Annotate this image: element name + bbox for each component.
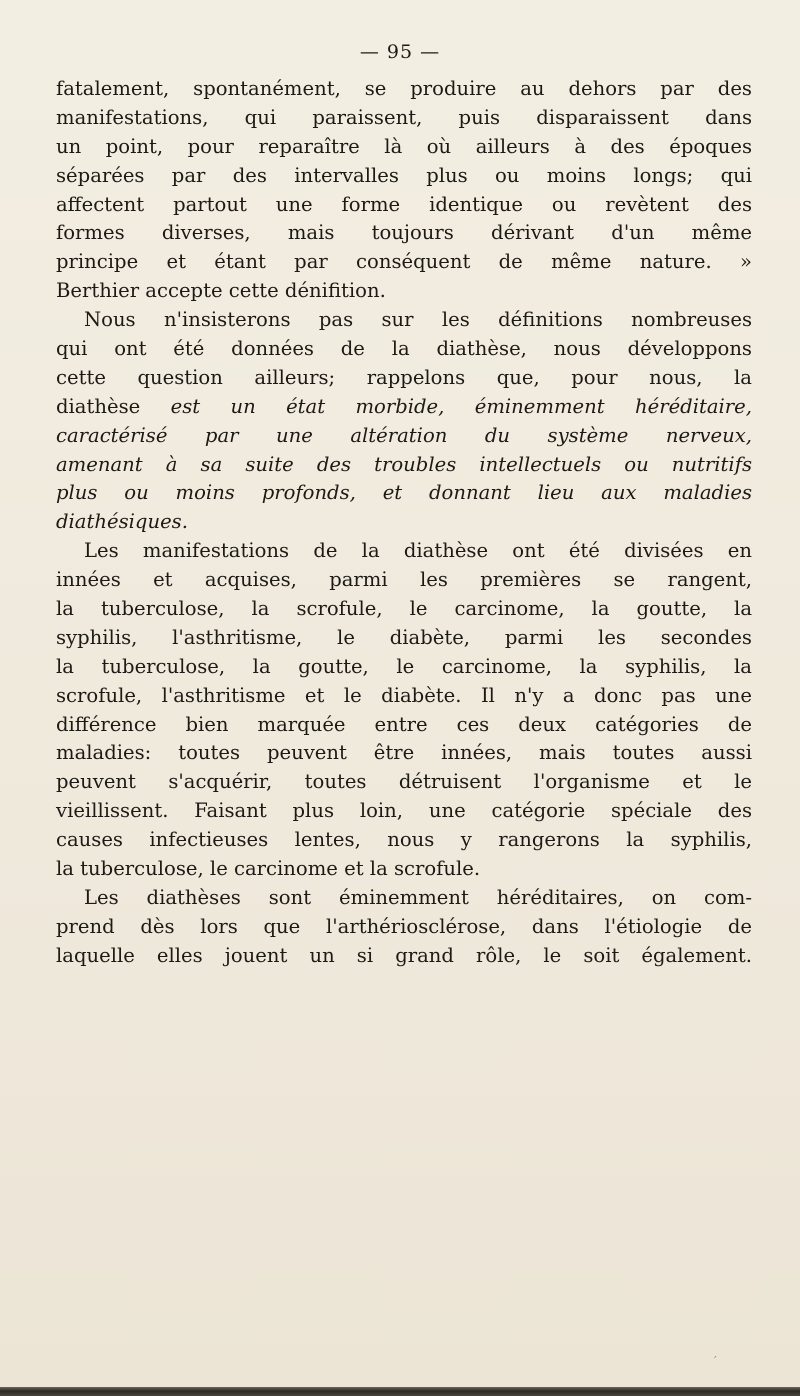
text-line-22: scrofule, l'asthritisme et le diabète. Il n'y a donc pas une [56, 683, 752, 707]
text-line-30: prend dès lors que l'arthériosclérose, dans l'étiologie de [56, 914, 752, 938]
scan-edge-shadow [0, 1387, 800, 1396]
text-line-26: vieillissent. Faisant plus loin, une catégorie spéciale des [56, 799, 752, 823]
text-line-23: différence bien marquée entre ces deux catégories de [56, 712, 752, 736]
text-line-5: affectent partout une forme identique ou revètent des [56, 192, 752, 216]
text-line-11: cette question ailleurs; rappelons que, pour nous, la [56, 365, 752, 389]
text-line-18: innées et acquises, parmi les premières se rangent, [56, 568, 752, 592]
text-line-9: Nous n'insisterons pas sur les définitions nombreuses [84, 308, 752, 332]
text-line-6: formes diverses, mais toujours dérivant d'un même [56, 221, 752, 245]
text-line-17: Les manifestations de la diathèse ont été divisées en [84, 539, 752, 563]
text-line-3: un point, pour reparaître là où ailleurs à des époques [56, 134, 752, 158]
text-line-12-italic: est un état morbide, éminemment héréditaire, [170, 394, 752, 418]
text-line-4: séparées par des intervalles plus ou moins longs; qui [56, 163, 752, 187]
text-line-15: plus ou moins profonds, et donnant lieu aux maladies [56, 481, 752, 505]
text-line-25: peuvent s'acquérir, toutes détruisent l'organisme et le [56, 770, 752, 794]
text-line-24: maladies: toutes peuvent être innées, mais toutes aussi [56, 741, 752, 765]
text-line-29: Les diathèses sont éminemment héréditaires, on com- [84, 885, 752, 909]
text-line-21: la tuberculose, la goutte, le carcinome, la syphilis, la [56, 654, 752, 678]
text-line-28: la tuberculose, le carcinome et la scrofule. [56, 857, 481, 881]
text-line-16: diathésiques. [56, 510, 188, 534]
text-line-14: amenant à sa suite des troubles intellectuels ou nutritifs [56, 452, 752, 476]
page-number: — 95 — [359, 41, 441, 63]
text-line-12-roman: diathèse [56, 394, 141, 418]
text-line-20: syphilis, l'asthritisme, le diabète, parmi les secondes [56, 625, 752, 649]
text-line-2: manifestations, qui paraissent, puis disparaissent dans [56, 105, 752, 129]
text-line-8: Berthier accepte cette dénifition. [56, 279, 386, 303]
text-line-7: principe et étant par conséquent de même nature. » [56, 250, 752, 274]
text-line-13: caractérisé par une altération du système nerveux, [56, 423, 752, 447]
text-line-27: causes infectieuses lentes, nous y rangerons la syphilis, [56, 828, 752, 852]
text-line-1: fatalement, spontanément, se produire au dehors par des [56, 77, 752, 100]
print-mark: ′ [714, 1354, 717, 1368]
text-line-10: qui ont été données de la diathèse, nous développons [56, 337, 752, 361]
text-line-31: laquelle elles jouent un si grand rôle, le soit également. [56, 943, 752, 967]
text-line-12 [56, 393, 752, 422]
body-text [56, 75, 752, 971]
text-line-19: la tuberculose, la scrofule, le carcinome, la goutte, la [56, 597, 752, 621]
